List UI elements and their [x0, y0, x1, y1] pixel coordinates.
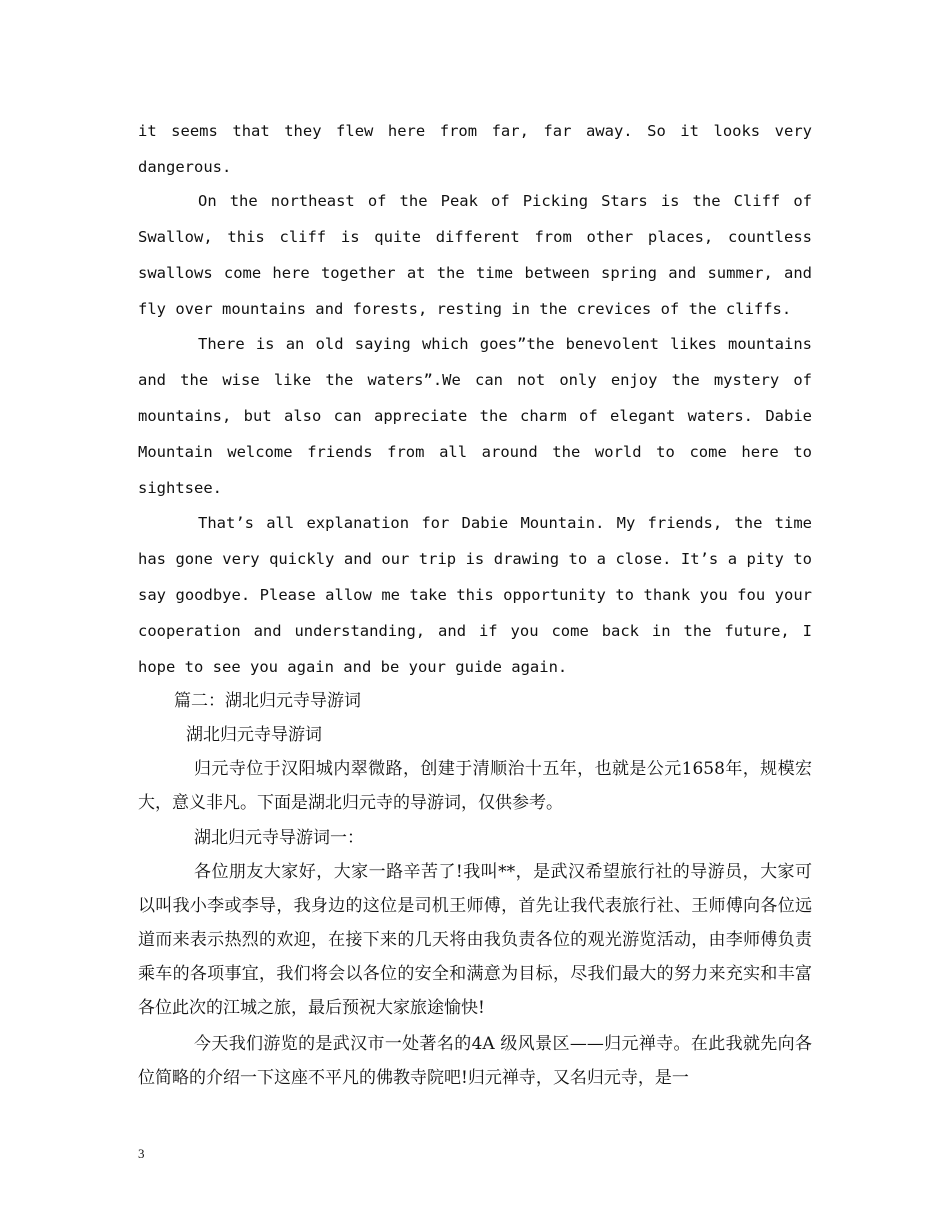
english-paragraph-continued: it seems that they flew here from far, far away. So it looks very dangerous.	[138, 122, 812, 176]
chinese-subheading-speech-one: 湖北归元寺导游词一：	[194, 828, 364, 848]
article-title: 湖北归元寺导游词	[186, 725, 322, 745]
chinese-paragraph-intro: 归元寺位于汉阳城内翠微路，创建于清顺治十五年，也就是公元1658年，规模宏大，意义非凡。下面是湖北归元寺的导游词，仅供参考。	[138, 759, 812, 813]
page-number: 3	[138, 1146, 145, 1161]
english-paragraph-farewell: That’s all explanation for Dabie Mountain. My friends, the time has gone very quickly and our trip is drawing to a close. It’s a pity to say goodbye. Please allow me take this opportunity to thank you fou your cooperation and understanding, and if you come back in the future, I hope to see you again and be your guide again.	[138, 514, 812, 676]
section-heading: 篇二：湖北归元寺导游词	[174, 691, 361, 711]
english-paragraph-old-saying: There is an old saying which goes”the benevolent likes mountains and the wise like the waters”.We can not only enjoy the mystery of mountains, but also can appreciate the charm of elegant waters. Dabie Mountain welcome friends from all around the world to come here to sightsee.	[138, 335, 812, 497]
chinese-paragraph-welcome: 各位朋友大家好，大家一路辛苦了!我叫**，是武汉希望旅行社的导游员，大家可以叫我小李或李导，我身边的这位是司机王师傅，首先让我代表旅行社、王师傅向各位远道而来表示热烈的欢迎，在接下来的几天将由我负责各位的观光游览活动，由李师傅负责乘车的各项事宜，我们将会以各位的安全和满意为目标，尽我们最大的努力来充实和丰富各位此次的江城之旅，最后预祝大家旅途愉快!	[138, 862, 812, 1018]
chinese-paragraph-guiyuan-temple: 今天我们游览的是武汉市一处著名的4A 级风景区——归元禅寺。在此我就先向各位简略的介绍一下这座不平凡的佛教寺院吧!归元禅寺，又名归元寺，是一	[138, 1034, 812, 1088]
english-paragraph-cliff-of-swallow: On the northeast of the Peak of Picking Stars is the Cliff of Swallow, this cliff is quite different from other places, countless swallows come here together at the time between spring and summer, and fly over mountains and forests, resting in the crevices of the cliffs.	[138, 192, 812, 318]
